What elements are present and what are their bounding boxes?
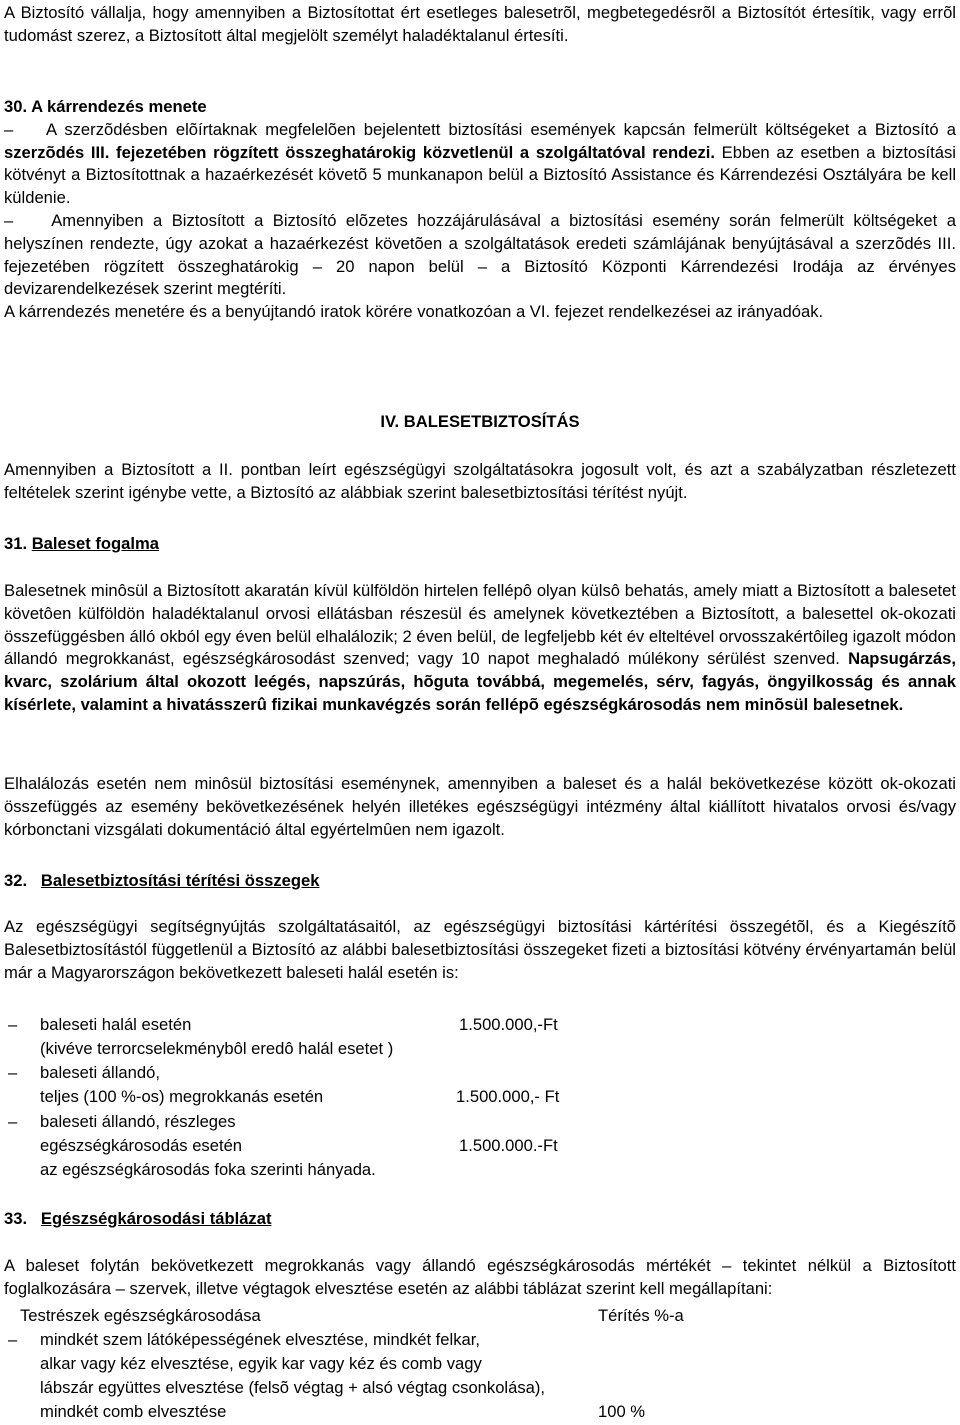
benefit-row — [4, 1111, 956, 1135]
benefit-amount: 1.500.000,- Ft — [456, 1087, 560, 1106]
section-31-p1-bold: Napsugárzás, kvarc, szolárium által okozott leégés, napszúrás, hõguta továbbá, megemelés, sérv, fagyás, öngyilkosság és annak kísérlete, valamint a hivatásszerû fizikai munkavégzés során fellépõ egészségkárosodás nem minõsül balesetnek. — [4, 649, 956, 714]
section-30-paragraph-1 — [4, 119, 956, 210]
dash-marker: – — [8, 1330, 18, 1349]
section-30-p1-bold: szerzõdés III. fejezetében rögzített összeghatárokig közvetlenül a szolgáltatóval rendezi. — [4, 142, 715, 162]
dash-marker: – — [8, 1112, 18, 1131]
impairment-line: alkar vagy kéz elvesztése, egyik kar vagy kéz és comb vagy — [40, 1354, 482, 1373]
section-31-heading-block — [4, 533, 956, 556]
section-33-number: 33. — [4, 1209, 28, 1228]
benefit-label: teljes (100 %-os) megrokkanás esetén — [40, 1087, 324, 1106]
benefit-label: (kivéve terrorcselekménybôl eredô halál esetet ) — [40, 1039, 394, 1058]
table-row — [4, 1377, 956, 1401]
section-31-number: 31. — [4, 534, 28, 553]
section-31-paragraph-1 — [4, 580, 956, 717]
dash-marker: – — [4, 210, 14, 230]
section-33-heading — [4, 1208, 956, 1231]
table-header-row — [4, 1305, 956, 1329]
section-31-heading — [4, 533, 956, 556]
chapter-4-title-block — [4, 411, 956, 434]
benefit-amount: 1.500.000.-Ft — [459, 1136, 558, 1155]
benefit-label: baleseti halál esetén — [40, 1015, 192, 1034]
section-30 — [4, 96, 956, 324]
benefit-label: baleseti állandó, részleges — [40, 1112, 236, 1131]
benefit-row — [4, 1014, 956, 1038]
impairment-line: mindkét szem látóképességének elvesztése, mindkét felkar, — [40, 1330, 480, 1349]
intro-text: A Biztosító vállalja, hogy amennyiben a Biztosítottat ért esetleges balesetrõl, megbetegedésrõl a Biztosítót értesítik, vagy errõl tudomást szerez, a Biztosított által megjelölt személyt haladéktalanul értesíti. — [4, 3, 956, 45]
table-row — [4, 1329, 956, 1353]
dash-marker: – — [8, 1015, 18, 1034]
column-header-body-part: Testrészek egészségkárosodása — [20, 1306, 261, 1325]
benefit-label: az egészségkárosodás foka szerinti hányada. — [40, 1160, 376, 1179]
impairment-table — [4, 1305, 956, 1420]
section-32-number: 32. — [4, 871, 28, 890]
benefit-row — [4, 1038, 956, 1062]
benefit-row — [4, 1086, 956, 1110]
section-32-intro-block — [4, 916, 956, 984]
table-row — [4, 1353, 956, 1377]
impairment-percentage: 100 % — [598, 1402, 646, 1421]
section-32-heading-block — [4, 870, 956, 893]
section-30-p1-normal: A szerzõdésben elõírtaknak megfelelõen bejelentett biztosítási események kapcsán felmerült költségeket a Biztosító a — [46, 119, 956, 139]
section-33-title: Egészségkárosodási táblázat — [40, 1209, 272, 1228]
section-30-title: A kárrendezés menete — [31, 97, 207, 116]
dash-marker: – — [4, 119, 14, 139]
benefit-row — [4, 1062, 956, 1086]
section-30-p1-rest: Ebben az esetben a biztosítási kötvényt a Biztosítottnak a hazaérkezését követõ 5 munkanapon belül a Biztosító Assistance és Kárrendezési Osztályára be kell küldenie. — [4, 142, 956, 208]
benefit-row — [4, 1159, 956, 1183]
section-31-paragraph-2-block — [4, 773, 956, 841]
section-33-intro-block — [4, 1255, 956, 1301]
benefit-label: egészségkárosodás esetén — [40, 1136, 243, 1155]
section-31-paragraph-1-block — [4, 580, 956, 717]
impairment-line: lábszár együttes elvesztése (felsõ végtag + alsó végtag csonkolása), — [40, 1378, 546, 1397]
intro-paragraph — [4, 2, 956, 48]
impairment-line: mindkét comb elvesztése — [40, 1402, 227, 1421]
section-30-paragraph-2 — [4, 210, 956, 301]
section-33-heading-block — [4, 1208, 956, 1231]
table-row — [4, 1401, 956, 1425]
section-32-intro: Az egészségügyi segítségnyújtás szolgáltatásaitól, az egészségügyi biztosítási kártérítési összegétõl, és a Kiegészítõ Balesetbiztosítástól függetlenül a Biztosító az alábbi balesetbiztosítási összegeket fizeti a biztosítási kötvény érvényartamán belül már a Magyarországon bekövetkezett baleseti halál esetén is: — [4, 917, 956, 982]
section-32-title: Balesetbiztosítási térítési összegek — [40, 871, 320, 890]
section-30-number: 30. — [4, 97, 28, 116]
benefit-amount: 1.500.000,-Ft — [459, 1015, 558, 1034]
section-32-heading — [4, 870, 956, 893]
section-30-paragraph-3: A kárrendezés menetére és a benyújtandó iratok körére vonatkozóan a VI. fejezet rendelkezései az irányadóak. — [4, 302, 824, 322]
section-30-p2-text: Amennyiben a Biztosított a Biztosító elõzetes hozzájárulásával a biztosítási esemény során felmerült költségeket a helyszínen rendezte, úgy azokat a hazaérkezést követõen a szolgáltatások eredeti számlájának benyújtásával a szerzõdés III. fejezetében rögzített összeghatárokig – 20 napon belül – a Biztosító Központi Kárrendezési Irodája az érvényes devizarendelkezések szerint megtéríti. — [4, 210, 956, 299]
benefit-row — [4, 1135, 956, 1159]
benefit-label: baleseti állandó, — [40, 1063, 160, 1082]
dash-marker: – — [8, 1063, 18, 1082]
column-header-percentage: Térítés %-a — [598, 1306, 684, 1325]
section-30-heading — [4, 96, 956, 119]
chapter-4-intro: Amennyiben a Biztosított a II. pontban leírt egészségügyi szolgáltatásokra jogosult volt, és azt a szabályzatban részletezett feltételek szerint igénybe vette, a Biztosító az alábbiak szerint balesetbiztosítási térítést nyújt. — [4, 460, 956, 502]
section-31-p1-a: Balesetnek minôsül a Biztosított akaratán kívül külföldön hirtelen fellépô olyan külsô behatás, amely miatt a Biztosított a balesetet követôen külföldön haladéktalanul orvosi ellátásban részesül és amelynek következtében a Biztosított, a balesettel ok-okozati összefüggésben álló okból egy éven belül elhalálozik; 2 éven belül, de legfeljebb két év elteltével orvosszakértôileg igazolt módon állandó megrokkanást, egészségkárosodást szenved; vagy 10 napot meghaladó múlékony sérülést szenved. — [4, 581, 956, 669]
section-31-title: Baleset fogalma — [31, 534, 159, 553]
section-33-intro: A baleset folytán bekövetkezett megrokkanás vagy állandó egészségkárosodás mértékét – tekintet nélkül a Biztosított foglalkozására – szervek, illetve végtagok elvesztése esetén az alábbi táblázat szerint kell megállapítani: — [4, 1256, 956, 1298]
section-31-paragraph-2: Elhalálozás esetén nem minôsül biztosítási eseménynek, amennyiben a baleset és a halál bekövetkezése között ok-okozati összefüggés az esemény bekövetkezésének helyén illetékes egészségügyi intézmény által kiállított hivatalos orvosi és/vagy kórbonctani vizsgálati dokumentáció által egyértelmûen nem igazolt. — [4, 774, 956, 839]
benefit-amounts-list — [4, 1014, 956, 1184]
chapter-4-intro-block — [4, 459, 956, 505]
chapter-4-title: IV. BALESETBIZTOSÍTÁS — [380, 412, 580, 431]
